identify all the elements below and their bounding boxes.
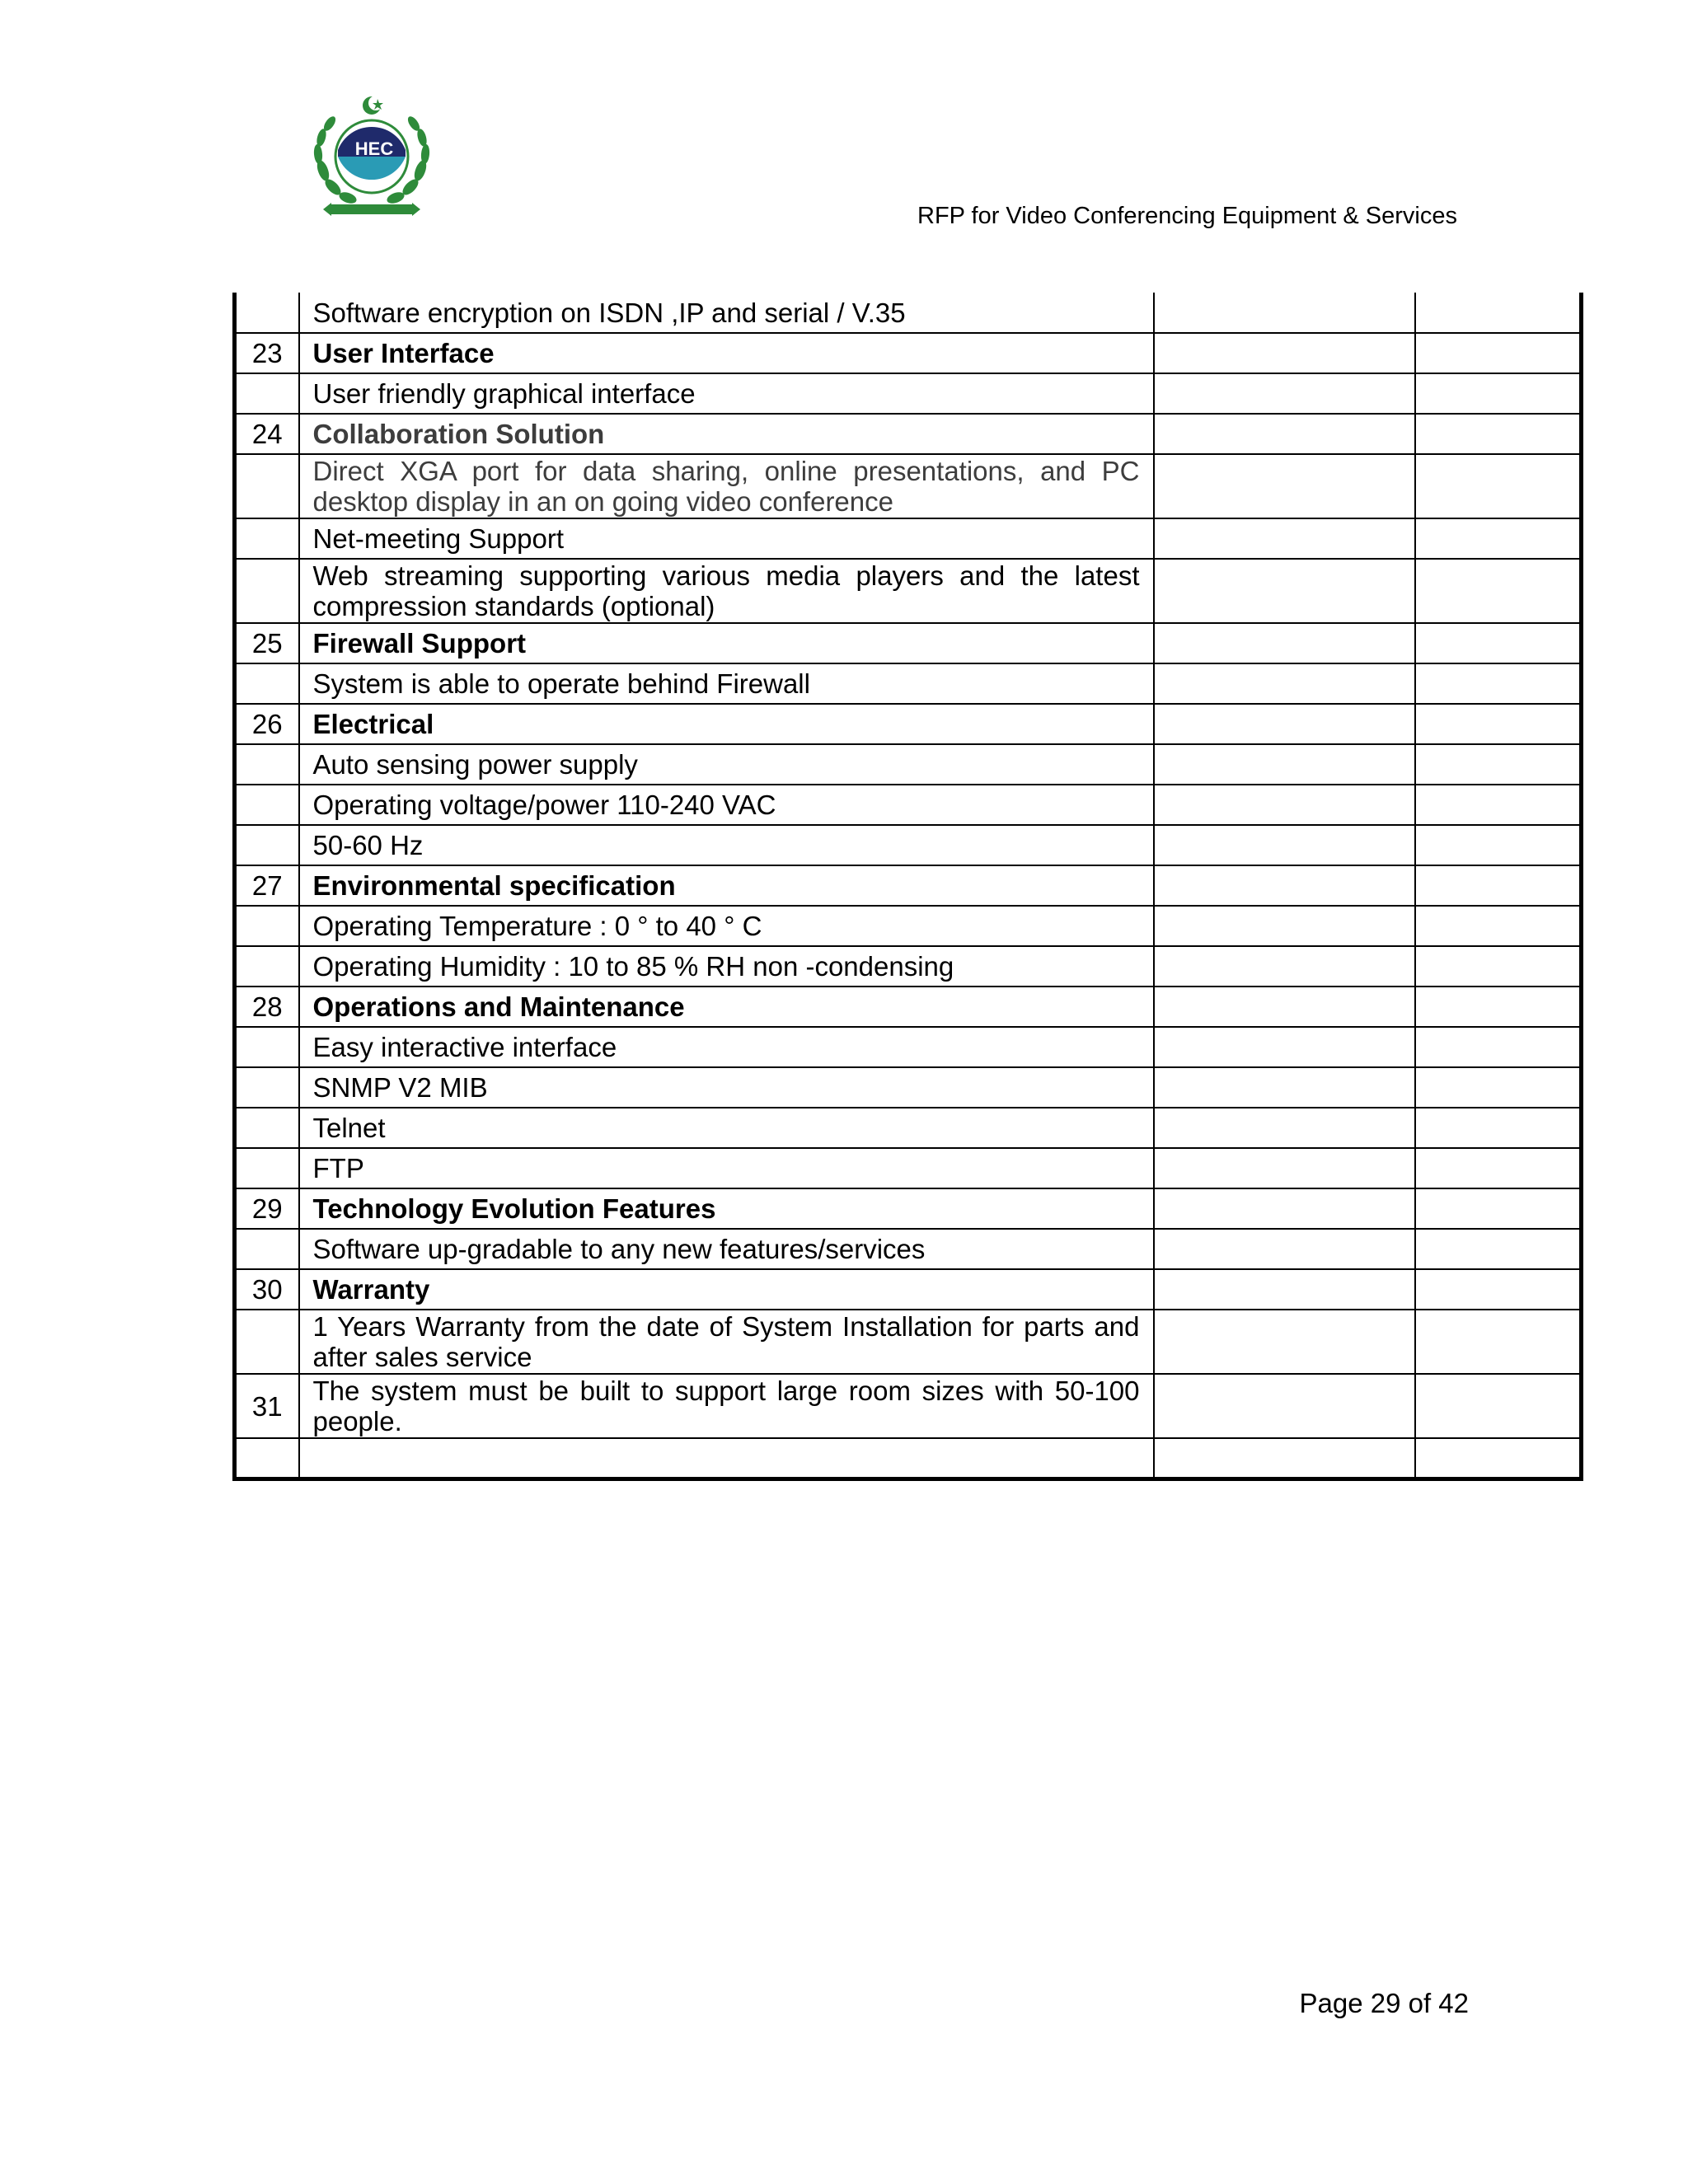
specification-cell: 50-60 Hz bbox=[299, 825, 1154, 865]
remarks-cell bbox=[1415, 946, 1582, 987]
table-row bbox=[235, 518, 1582, 559]
remarks-cell bbox=[1415, 414, 1582, 454]
specification-cell: FTP bbox=[299, 1148, 1154, 1188]
spec-table bbox=[232, 293, 1583, 1481]
table-row bbox=[235, 785, 1582, 825]
page-number: Page 29 of 42 bbox=[1299, 1988, 1469, 2018]
item-number-cell bbox=[235, 1148, 299, 1188]
compliance-cell bbox=[1154, 785, 1415, 825]
remarks-cell bbox=[1415, 293, 1582, 333]
item-number-cell: 29 bbox=[235, 1188, 299, 1229]
compliance-cell bbox=[1154, 623, 1415, 663]
table-row bbox=[235, 825, 1582, 865]
compliance-cell bbox=[1154, 559, 1415, 623]
table-row bbox=[235, 623, 1582, 663]
specification-cell: Operating Humidity : 10 to 85 % RH non -condensing bbox=[299, 946, 1154, 987]
specification-cell: User Interface bbox=[299, 333, 1154, 373]
compliance-cell bbox=[1154, 293, 1415, 333]
specification-cell: Net-meeting Support bbox=[299, 518, 1154, 559]
table-row bbox=[235, 1067, 1582, 1108]
remarks-cell bbox=[1415, 1374, 1582, 1438]
specification-cell: User friendly graphical interface bbox=[299, 373, 1154, 414]
item-number-cell bbox=[235, 825, 299, 865]
item-number-cell bbox=[235, 454, 299, 518]
remarks-cell bbox=[1415, 1148, 1582, 1188]
document-title: RFP for Video Conferencing Equipment & Services bbox=[917, 203, 1457, 229]
compliance-cell bbox=[1154, 373, 1415, 414]
remarks-cell bbox=[1415, 1067, 1582, 1108]
item-number-cell bbox=[235, 946, 299, 987]
remarks-cell bbox=[1415, 1027, 1582, 1067]
compliance-cell bbox=[1154, 906, 1415, 946]
compliance-cell bbox=[1154, 414, 1415, 454]
specification-cell: SNMP V2 MIB bbox=[299, 1067, 1154, 1108]
compliance-cell bbox=[1154, 454, 1415, 518]
compliance-cell bbox=[1154, 1148, 1415, 1188]
item-number-cell bbox=[235, 518, 299, 559]
remarks-cell bbox=[1415, 865, 1582, 906]
compliance-cell bbox=[1154, 1310, 1415, 1374]
item-number-cell bbox=[235, 293, 299, 333]
remarks-cell bbox=[1415, 785, 1582, 825]
specification-cell: Operating Temperature : 0 ° to 40 ° C bbox=[299, 906, 1154, 946]
remarks-cell bbox=[1415, 1438, 1582, 1479]
specification-cell: Telnet bbox=[299, 1108, 1154, 1148]
table-row bbox=[235, 744, 1582, 785]
compliance-cell bbox=[1154, 987, 1415, 1027]
specification-cell: Software encryption on ISDN ,IP and serial / V.35 bbox=[299, 293, 1154, 333]
table-row bbox=[235, 1027, 1582, 1067]
item-number-cell bbox=[235, 373, 299, 414]
specification-cell: Operations and Maintenance bbox=[299, 987, 1154, 1027]
table-row bbox=[235, 1438, 1582, 1479]
table-row bbox=[235, 1188, 1582, 1229]
item-number-cell bbox=[235, 1438, 299, 1479]
specification-cell: Auto sensing power supply bbox=[299, 744, 1154, 785]
compliance-cell bbox=[1154, 1067, 1415, 1108]
compliance-cell bbox=[1154, 1027, 1415, 1067]
compliance-cell bbox=[1154, 333, 1415, 373]
table-row bbox=[235, 704, 1582, 744]
hec-logo bbox=[307, 92, 437, 224]
logo-letters: HEC bbox=[354, 138, 394, 159]
item-number-cell bbox=[235, 559, 299, 623]
table-row bbox=[235, 987, 1582, 1027]
specification-cell: Environmental specification bbox=[299, 865, 1154, 906]
specification-cell: Web streaming supporting various media players and the latest compression standards (optional) bbox=[299, 559, 1154, 623]
table-row bbox=[235, 1148, 1582, 1188]
item-number-cell: 30 bbox=[235, 1269, 299, 1310]
table-row bbox=[235, 559, 1582, 623]
compliance-cell bbox=[1154, 1438, 1415, 1479]
compliance-cell bbox=[1154, 865, 1415, 906]
spec-table-body bbox=[235, 293, 1582, 1479]
specification-cell: The system must be built to support large room sizes with 50-100 people. bbox=[299, 1374, 1154, 1438]
compliance-cell bbox=[1154, 825, 1415, 865]
remarks-cell bbox=[1415, 373, 1582, 414]
item-number-cell: 27 bbox=[235, 865, 299, 906]
table-row bbox=[235, 663, 1582, 704]
item-number-cell: 25 bbox=[235, 623, 299, 663]
remarks-cell bbox=[1415, 663, 1582, 704]
table-row bbox=[235, 293, 1582, 333]
table-row bbox=[235, 1374, 1582, 1438]
table-row bbox=[235, 454, 1582, 518]
remarks-cell bbox=[1415, 704, 1582, 744]
remarks-cell bbox=[1415, 454, 1582, 518]
specification-cell: Direct XGA port for data sharing, online presentations, and PC desktop display in an on going video conference bbox=[299, 454, 1154, 518]
remarks-cell bbox=[1415, 1269, 1582, 1310]
remarks-cell bbox=[1415, 333, 1582, 373]
item-number-cell bbox=[235, 1229, 299, 1269]
compliance-cell bbox=[1154, 1229, 1415, 1269]
specification-cell: 1 Years Warranty from the date of System Installation for parts and after sales service bbox=[299, 1310, 1154, 1374]
item-number-cell: 24 bbox=[235, 414, 299, 454]
remarks-cell bbox=[1415, 623, 1582, 663]
item-number-cell bbox=[235, 1310, 299, 1374]
compliance-cell bbox=[1154, 1108, 1415, 1148]
specification-cell: Firewall Support bbox=[299, 623, 1154, 663]
compliance-cell bbox=[1154, 518, 1415, 559]
item-number-cell bbox=[235, 1067, 299, 1108]
remarks-cell bbox=[1415, 1188, 1582, 1229]
table-row bbox=[235, 1310, 1582, 1374]
compliance-cell bbox=[1154, 1188, 1415, 1229]
item-number-cell bbox=[235, 785, 299, 825]
item-number-cell: 23 bbox=[235, 333, 299, 373]
remarks-cell bbox=[1415, 744, 1582, 785]
compliance-cell bbox=[1154, 704, 1415, 744]
remarks-cell bbox=[1415, 1229, 1582, 1269]
specification-cell: Electrical bbox=[299, 704, 1154, 744]
compliance-cell bbox=[1154, 1374, 1415, 1438]
compliance-cell bbox=[1154, 946, 1415, 987]
item-number-cell bbox=[235, 663, 299, 704]
item-number-cell: 28 bbox=[235, 987, 299, 1027]
remarks-cell bbox=[1415, 825, 1582, 865]
specification-cell: Warranty bbox=[299, 1269, 1154, 1310]
crescent-star-icon bbox=[363, 96, 383, 115]
remarks-cell bbox=[1415, 1310, 1582, 1374]
item-number-cell: 26 bbox=[235, 704, 299, 744]
remarks-cell bbox=[1415, 1108, 1582, 1148]
table-row bbox=[235, 333, 1582, 373]
remarks-cell bbox=[1415, 906, 1582, 946]
specification-cell: Collaboration Solution bbox=[299, 414, 1154, 454]
remarks-cell bbox=[1415, 987, 1582, 1027]
table-row bbox=[235, 1269, 1582, 1310]
table-row bbox=[235, 946, 1582, 987]
table-row bbox=[235, 865, 1582, 906]
item-number-cell bbox=[235, 744, 299, 785]
remarks-cell bbox=[1415, 518, 1582, 559]
specification-cell: Technology Evolution Features bbox=[299, 1188, 1154, 1229]
specification-cell: Operating voltage/power 110-240 VAC bbox=[299, 785, 1154, 825]
specification-cell: Easy interactive interface bbox=[299, 1027, 1154, 1067]
table-row bbox=[235, 906, 1582, 946]
table-row bbox=[235, 414, 1582, 454]
specification-cell: System is able to operate behind Firewall bbox=[299, 663, 1154, 704]
compliance-cell bbox=[1154, 1269, 1415, 1310]
item-number-cell bbox=[235, 1027, 299, 1067]
table-row bbox=[235, 1229, 1582, 1269]
remarks-cell bbox=[1415, 559, 1582, 623]
compliance-cell bbox=[1154, 744, 1415, 785]
table-row bbox=[235, 373, 1582, 414]
item-number-cell: 31 bbox=[235, 1374, 299, 1438]
compliance-cell bbox=[1154, 663, 1415, 704]
specification-cell bbox=[299, 1438, 1154, 1479]
specification-cell: Software up-gradable to any new features/services bbox=[299, 1229, 1154, 1269]
table-row bbox=[235, 1108, 1582, 1148]
item-number-cell bbox=[235, 1108, 299, 1148]
item-number-cell bbox=[235, 906, 299, 946]
